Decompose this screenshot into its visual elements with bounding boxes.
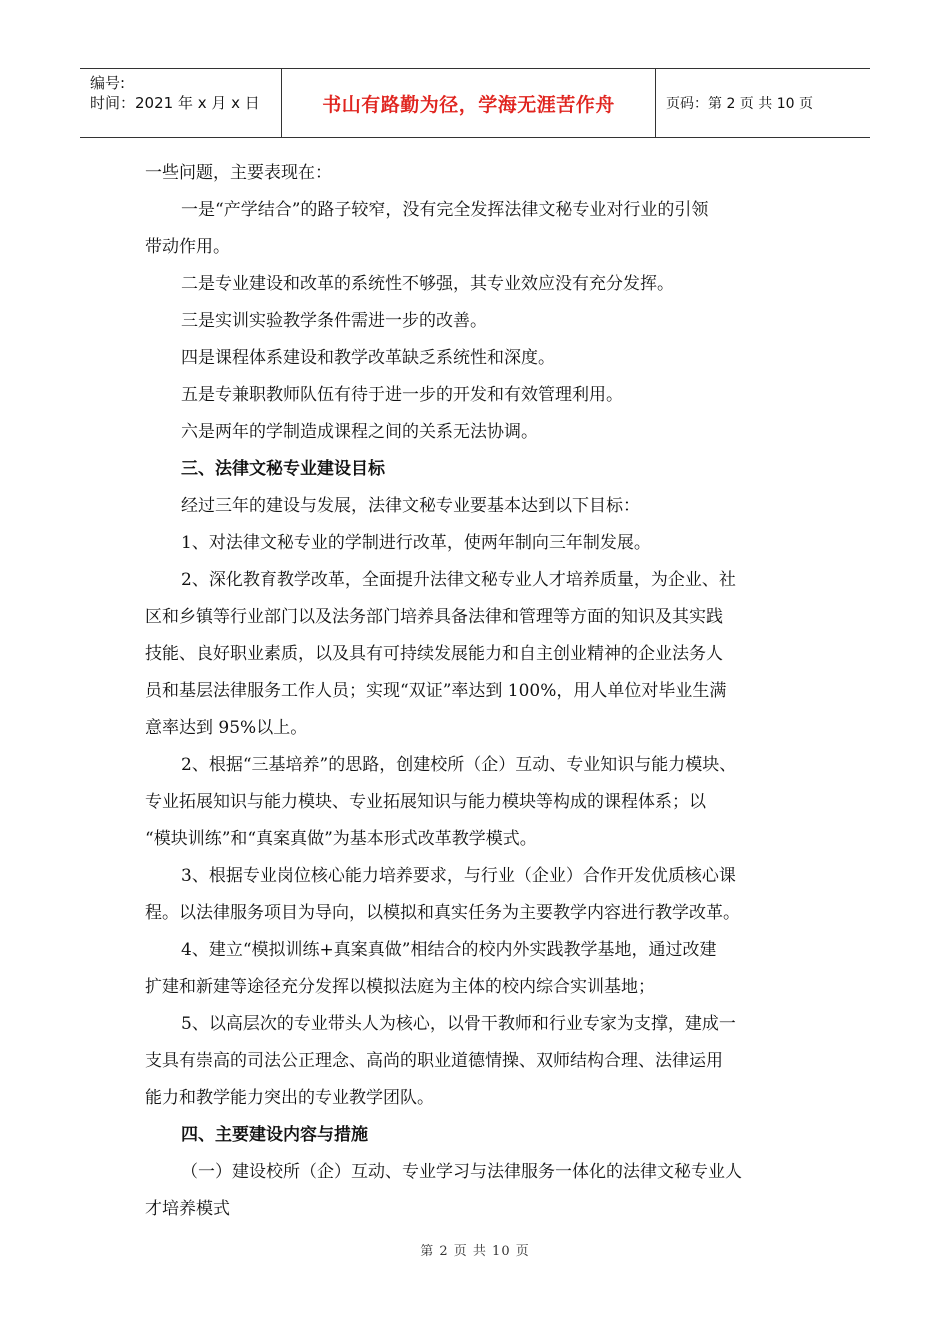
body-text-line: 5、以高层次的专业带头人为核心，以骨干教师和行业专家为支撑，建成一 — [181, 1014, 736, 1034]
header-page-info: 页码：第 2 页 共 10 页 — [666, 96, 813, 112]
document-date: 时间：2021 年 x 月 x 日 — [90, 94, 260, 112]
body-text-line: 三是实训实验教学条件需进一步的改善。 — [181, 311, 487, 331]
page-header — [80, 68, 870, 138]
body-text-line: 支具有崇高的司法公正理念、高尚的职业道德情操、双师结构合理、法律运用 — [145, 1051, 723, 1071]
body-text-line: 2、根据“三基培养”的思路，创建校所（企）互动、专业知识与能力模块、 — [181, 755, 737, 775]
body-text-line: 程。以法律服务项目为导向，以模拟和真实任务为主要教学内容进行教学改革。 — [145, 903, 740, 923]
document-body — [145, 155, 805, 1228]
body-text-line: 五是专兼职教师队伍有待于进一步的开发和有效管理利用。 — [181, 385, 623, 405]
body-text-line: 专业拓展知识与能力模块、专业拓展知识与能力模块等构成的课程体系；以 — [145, 792, 706, 812]
header-motto-cell — [282, 69, 656, 137]
body-text-line: 一些问题，主要表现在： — [145, 163, 332, 183]
body-text-line: （一）建设校所（企）互动、专业学习与法律服务一体化的法律文秘专业人 — [181, 1162, 742, 1182]
section-heading: 三、法律文秘专业建设目标 — [181, 459, 385, 479]
body-text-line: 能力和教学能力突出的专业教学团队。 — [145, 1088, 434, 1108]
body-text-line: 二是专业建设和改革的系统性不够强，其专业效应没有充分发挥。 — [181, 274, 674, 294]
body-text-line: 六是两年的学制造成课程之间的关系无法协调。 — [181, 422, 538, 442]
body-text-line: 技能、良好职业素质，以及具有可持续发展能力和自主创业精神的企业法务人 — [145, 644, 723, 664]
footer-page-number: 第 2 页 共 10 页 — [420, 1244, 530, 1259]
body-text-line: 意率达到 95%以上。 — [145, 718, 308, 738]
header-motto: 书山有路勤为径，学海无涯苦作舟 — [322, 93, 615, 116]
body-text-line: “模块训练”和“真案真做”为基本形式改革教学模式。 — [145, 829, 537, 849]
page-footer — [0, 1240, 950, 1259]
header-meta-cell — [80, 69, 282, 137]
section-heading: 四、主要建设内容与措施 — [181, 1125, 368, 1145]
body-text-line: 四是课程体系建设和教学改革缺乏系统性和深度。 — [181, 348, 555, 368]
body-text-line: 1、对法律文秘专业的学制进行改革，使两年制向三年制发展。 — [181, 533, 651, 553]
body-text-line: 一是“产学结合”的路子较窄，没有完全发挥法律文秘专业对行业的引领 — [181, 200, 709, 220]
body-text-line: 4、建立“模拟训练+真案真做”相结合的校内外实践教学基地，通过改建 — [181, 940, 717, 960]
body-text-line: 3、根据专业岗位核心能力培养要求，与行业（企业）合作开发优质核心课 — [181, 866, 736, 886]
body-text-line: 经过三年的建设与发展，法律文秘专业要基本达到以下目标： — [181, 496, 640, 516]
body-text-line: 扩建和新建等途径充分发挥以模拟法庭为主体的校内综合实训基地； — [145, 977, 655, 997]
body-text-line: 员和基层法律服务工作人员；实现“双证”率达到 100%，用人单位对毕业生满 — [145, 681, 727, 701]
body-text-line: 带动作用。 — [145, 237, 230, 257]
header-page-cell — [656, 69, 870, 137]
body-text-line: 2、深化教育教学改革，全面提升法律文秘专业人才培养质量，为企业、社 — [181, 570, 736, 590]
document-number-label: 编号: — [90, 74, 126, 92]
body-text-line: 才培养模式 — [145, 1199, 230, 1219]
body-text-line: 区和乡镇等行业部门以及法务部门培养具备法律和管理等方面的知识及其实践 — [145, 607, 723, 627]
